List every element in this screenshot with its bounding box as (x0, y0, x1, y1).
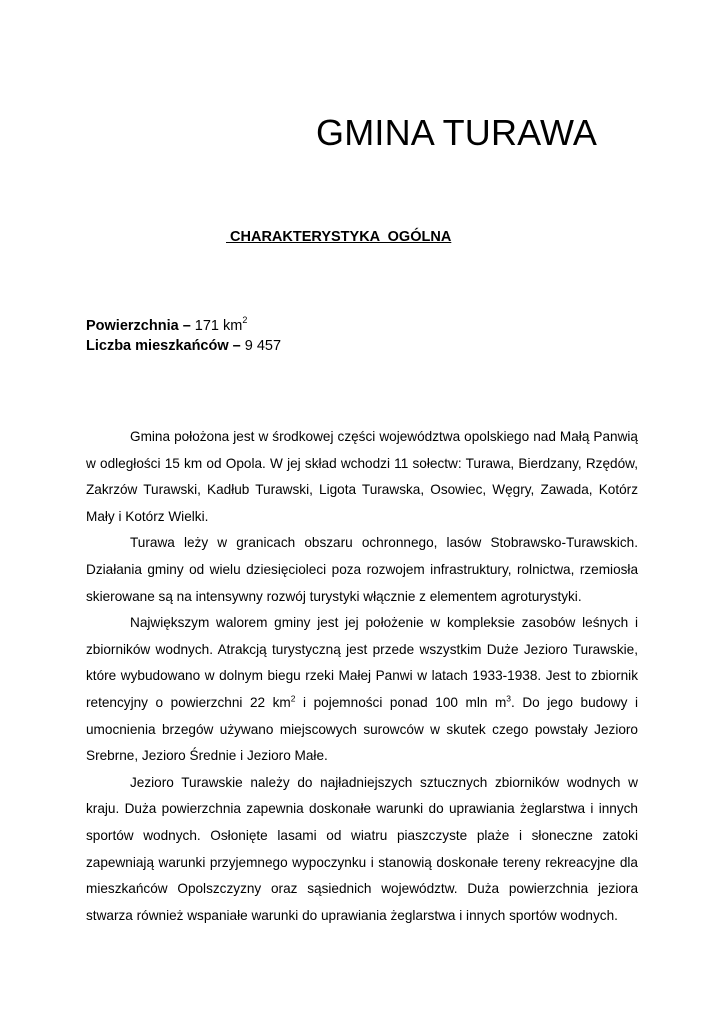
area-row (86, 311, 281, 336)
body-text (86, 424, 638, 929)
paragraph-location: Gmina położona jest w środkowej części województwa opolskiego nad Małą Panwią w odległości 15 km od Opola. W jej skład wchodzi 11 sołectw: Turawa, Bierdzany, Rzędów, Zakrzów Turawski, Kadłub Turawski, Ligota Turawska, Osowiec, Węgry, Zawada, Kotórz Mały i Kotórz Wielki. (86, 429, 638, 524)
area-label: Powierzchnia – (86, 317, 191, 334)
paragraph-lake-text-c: . Do jego budowy i umocnienia brzegów używano miejscowych surowców w skutek czego powstały Jezioro Srebrne, Jezioro Średnie i Jezioro Małe. (86, 694, 638, 764)
population-label: Liczba mieszkańców – (86, 337, 241, 354)
paragraph-protected-area: Turawa leży w granicach obszaru ochronnego, lasów Stobrawsko-Turawskich. Działania gminy od wielu dziesięcioleci poza rozwojem infrastruktury, rolnictwa, rzemiosła skierowane są na intensywny rozwój turystyki włącznie z elementem agroturystyki. (86, 535, 638, 604)
area-value: 171 km (190, 317, 243, 334)
volume-unit-superscript: 3 (506, 693, 512, 704)
paragraph-lake-text-a: Największym walorem gminy jest jej położenie w kompleksie zasobów leśnych i zbiorników wodnych. Atrakcją turystyczną jest przede wszystkim Duże Jezioro Turawskie, które wybudowano w dolnym biegu rzeki Małej Panwi w latach 1933-1938. Jest to zbiornik retencyjny o powierzchni 22 km (86, 615, 638, 710)
section-heading: CHARAKTERYSTYKA OGÓLNA (226, 229, 452, 245)
paragraph-recreation: Jezioro Turawskie należy do najładniejszych sztucznych zbiorników wodnych w kraju. Duża powierzchnia zapewnia doskonałe warunki do uprawiania żeglarstwa i innych sportów wodnych. Osłonięte lasami od wiatru piaszczyste plaże i słoneczne zatoki zapewniają warunki przyjemnego wypoczynku i stanowią doskonałe tereny rekreacyjne dla mieszkańców Opolszczyzny oraz sąsiednich województw. Duża powierzchnia jeziora stwarza również wspaniałe warunki do uprawiania żeglarstwa i innych sportów wodnych. (86, 774, 638, 923)
page-title: GMINA TURAWA (316, 112, 598, 153)
population-value: 9 457 (240, 337, 282, 354)
paragraph-lake (86, 610, 638, 770)
paragraph-lake-text-b: i pojemności ponad 100 mln m (295, 694, 507, 710)
facts-block (86, 311, 281, 356)
population-row (86, 336, 281, 356)
area-unit-superscript: 2 (290, 693, 296, 704)
area-unit-superscript: 2 (242, 315, 248, 325)
